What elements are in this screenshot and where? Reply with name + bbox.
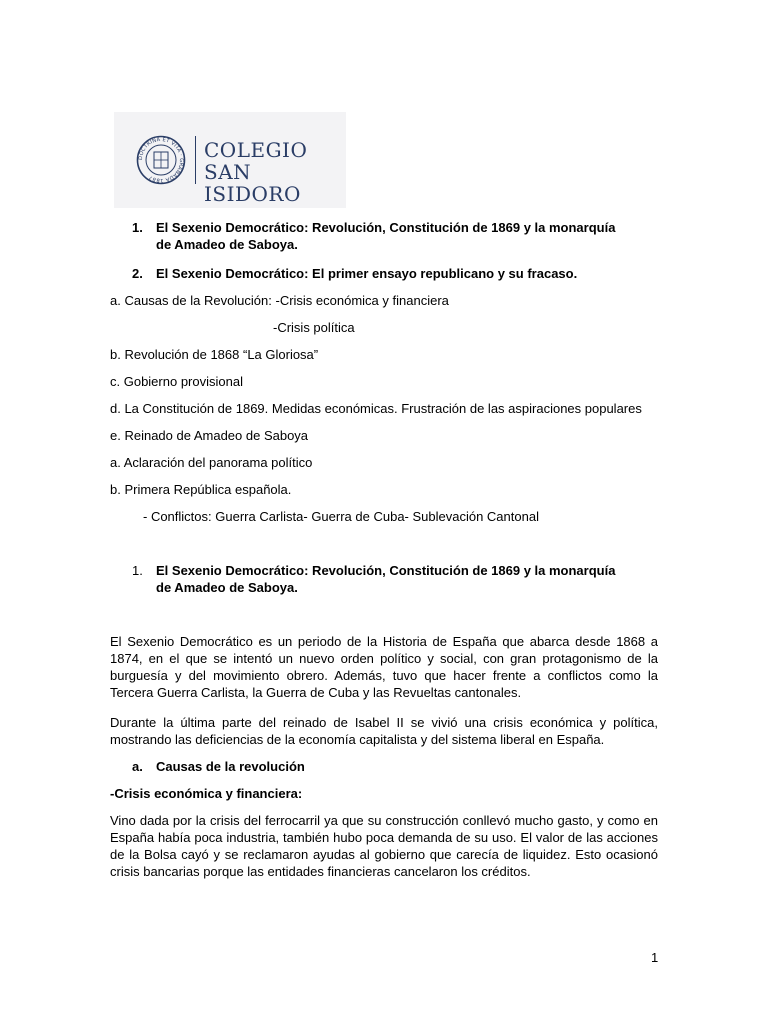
school-logo (114, 112, 346, 208)
index-item-2 (132, 265, 632, 282)
index-line-first-republic: b. Primera República española. (110, 482, 292, 497)
logo-wordmark (204, 139, 346, 205)
index-item-1 (132, 219, 632, 253)
subsection-a-title: Causas de la revolución (156, 759, 305, 774)
index-line-constitution: d. La Constitución de 1869. Medidas económicas. Frustración de las aspiraciones populares (110, 401, 642, 416)
section-1-number: 1. (132, 563, 143, 578)
index-line-conflicts: - Conflictos: Guerra Carlista- Guerra de Cuba- Sublevación Cantonal (143, 509, 539, 524)
index-line-causes: a. Causas de la Revolución: -Crisis económica y financiera (110, 293, 449, 308)
logo-line-2: SAN ISIDORO (204, 160, 301, 206)
index-line-provisional-government: c. Gobierno provisional (110, 374, 243, 389)
logo-line-1: COLEGIO (204, 138, 308, 162)
page-number: 1 (651, 950, 659, 965)
section-1-heading (132, 562, 632, 596)
logo-divider (195, 136, 196, 184)
seal-ring-text: DOCTRINA ET VITA · GRANADA 1887 (137, 136, 185, 184)
index-line-political-crisis: -Crisis política (273, 320, 355, 335)
subsection-a-number: a. (132, 759, 143, 774)
index-line-amadeo-reign: e. Reinado de Amadeo de Saboya (110, 428, 309, 443)
school-seal-icon (136, 135, 186, 185)
paragraph-railway-crisis: Vino dada por la crisis del ferrocarril ya que su construcción conllevó mucho gasto, y como en España había poca industria, también hubo poca demanda de su uso. El valor de las acciones de la Bolsa cayó y se reclamaron ayudas al gobierno que carecía de liquidez. Esto ocasionó crisis bancarias porque las entidades financieras cancelaron los créditos. (110, 813, 658, 879)
index-item-1-number: 1. (132, 220, 143, 235)
crisis-heading: -Crisis económica y financiera: (110, 786, 303, 801)
subsection-a-heading (132, 758, 632, 775)
index-item-2-number: 2. (132, 266, 143, 281)
paragraph-isabel-ii: Durante la última parte del reinado de Isabel II se vivió una crisis económica y política, mostrando las deficiencias de la economía capitalista y del sistema liberal en España. (110, 715, 658, 747)
index-item-1-text: El Sexenio Democrático: Revolución, Constitución de 1869 y la monarquía de Amadeo de Saboya. (156, 220, 616, 252)
index-line-revolution: b. Revolución de 1868 “La Gloriosa” (110, 347, 319, 362)
paragraph-intro: El Sexenio Democrático es un periodo de la Historia de España que abarca desde 1868 a 1874, en el que se intentó un nuevo orden político y social, con gran protagonismo de la burguesía y del movimiento obrero. Además, tuvo que hacer frente a conflictos como la Tercera Guerra Carlista, la Guerra de Cuba y las Revueltas cantonales. (110, 634, 658, 700)
index-item-2-text: El Sexenio Democrático: El primer ensayo republicano y su fracaso. (156, 266, 578, 281)
index-line-political-panorama: a. Aclaración del panorama político (110, 455, 313, 470)
section-1-title: El Sexenio Democrático: Revolución, Constitución de 1869 y la monarquía de Amadeo de Saboya. (156, 563, 616, 595)
